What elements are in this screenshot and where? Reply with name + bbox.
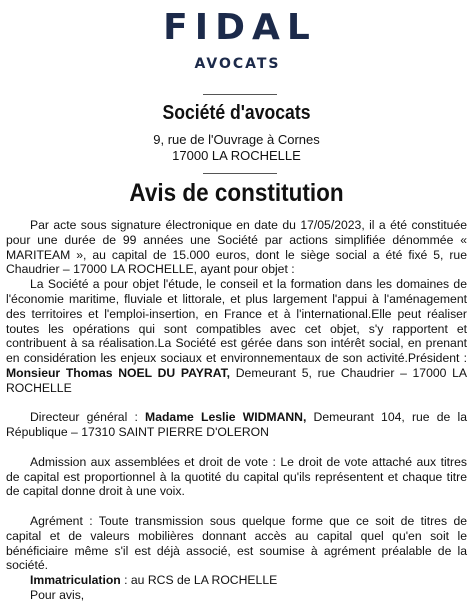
fidal-logo <box>0 8 473 72</box>
firm-type-heading: Société d'avocats <box>162 102 311 124</box>
firm-address-line2: 17000 LA ROCHELLE <box>172 148 301 163</box>
paragraph-object <box>6 277 467 395</box>
director-label: Directeur général : <box>30 410 146 425</box>
paragraph-director <box>6 410 467 440</box>
divider-bottom <box>203 173 277 174</box>
registration-text: : au RCS de LA ROCHELLE <box>120 573 278 588</box>
paragraph-constitution: Par acte sous signature électronique en date du 17/05/2023, il a été constituée pour une durée de 99 années une Société par actions simplifiée dénommée « MARITEAM », au capital de 15.000 euros, dont le siège social a été fixé 5, rue Chaudrier – 17000 LA ROCHELLE, ayant pour objet : <box>6 218 467 277</box>
notice-title: Avis de constitution <box>129 179 344 207</box>
object-text: La Société a pour objet l'étude, le conseil et la formation dans les domaines de l'économie maritime, fluviale et littorale, et plus largement l'appui à l'aménagement des territoires et l'emploi-insertion, en France et à l'international.Elle peut réaliser toutes les opérations qui sont compatibles avec cet objet, s'y rapportent et contribuent à sa réalisation.La Société est gérée dans son intérêt social, en prenant en considération les enjeux sociaux et environnementaux de son activité.Président : <box>6 277 467 366</box>
registration-label: Immatriculation <box>30 573 121 588</box>
paragraph-approval: Agrément : Toute transmission sous quelque forme que ce soit de titres de capital et de valeurs mobilières donnant accès au capital quel qu'en soit le bénéficiaire même s'il est déjà associé, est soumise à agrément préalable de la société. <box>6 513 467 573</box>
director-name: Madame Leslie WIDMANN, <box>145 410 307 425</box>
logo-name: FIDAL <box>163 7 317 48</box>
logo-tagline: AVOCATS <box>194 56 281 72</box>
director-address: Demeurant 104, rue de la République – 17310 SAINT PIERRE D'OLERON <box>6 410 467 440</box>
paragraph-registration <box>6 573 467 588</box>
firm-address-line1: 9, rue de l'Ouvrage à Cornes <box>153 132 320 147</box>
president-address: Demeurant 5, rue Chaudrier – 17000 LA ROCHELLE <box>6 365 467 395</box>
divider-top <box>203 94 277 95</box>
president-name: Monsieur Thomas NOEL DU PAYRAT, <box>6 365 231 380</box>
notice-body <box>6 218 467 603</box>
paragraph-closing: Pour avis, <box>30 587 85 602</box>
paragraph-voting: Admission aux assemblées et droit de vote : Le droit de vote attaché aux titres de capital est proportionnel à la quotité du capital qu'ils représentent et chaque titre de capital donne droit à une voix. <box>6 454 467 499</box>
